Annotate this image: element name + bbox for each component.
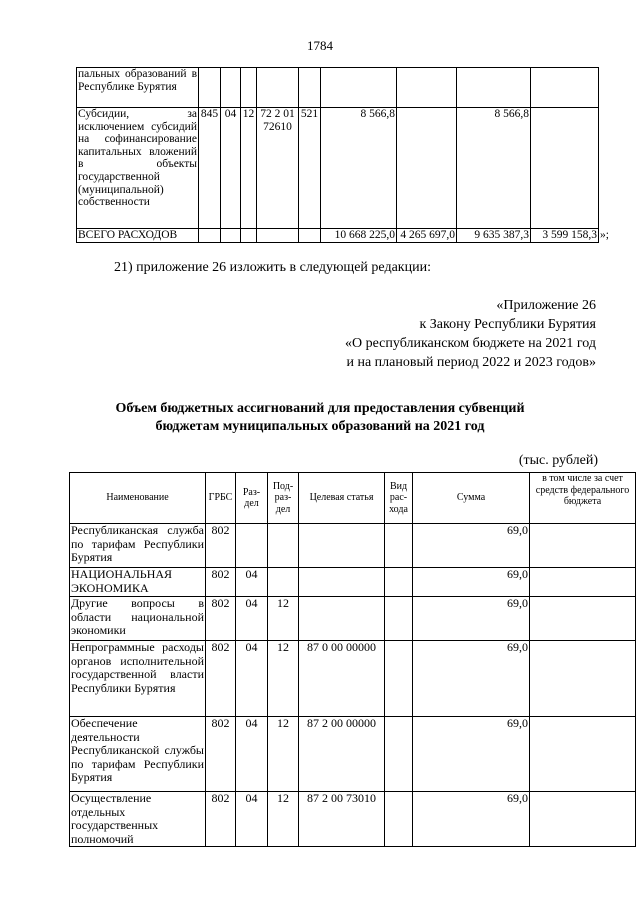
csr-cell: 87 2 00 73010 [299, 792, 385, 847]
sum-cell: 8 566,8 [321, 108, 397, 229]
razdel-cell: 04 [236, 568, 268, 597]
subventions-table [69, 472, 636, 847]
csr-cell [299, 568, 385, 597]
sum-cell: 69,0 [413, 792, 530, 847]
header-vr: Вид рас-хода [385, 473, 413, 524]
header-sum: Сумма [413, 473, 530, 524]
csr-cell: 87 0 00 00000 [299, 641, 385, 717]
sum-cell: 69,0 [413, 524, 530, 568]
total-sum-cell: 9 635 387,3 [457, 229, 531, 243]
page-number: 1784 [307, 38, 333, 53]
razdel-cell [236, 524, 268, 568]
vr-cell [385, 568, 413, 597]
total-label: ВСЕГО РАСХОДОВ [77, 229, 199, 243]
federal-cell [530, 597, 636, 641]
appendix-line: и на плановый период 2022 и 2023 годов» [346, 355, 596, 370]
units-label: (тыс. рублей) [518, 453, 598, 468]
title-line: Объем бюджетных ассигнований для предоставления субвенций [115, 401, 525, 416]
grbs-cell: 845 [199, 108, 221, 229]
table-row [77, 68, 619, 108]
amendment-item-21: 21) приложение 26 изложить в следующей редакции: [114, 260, 431, 275]
sum-cell: 69,0 [413, 641, 530, 717]
sum-cell [321, 68, 397, 108]
razdel-cell [221, 68, 241, 108]
csr-cell [257, 68, 299, 108]
federal-cell [530, 568, 636, 597]
podrazdel-cell [241, 229, 257, 243]
row-name: Другие вопросы в области национальной экономики [70, 597, 206, 641]
csr-cell: 87 2 00 00000 [299, 717, 385, 792]
vr-cell [385, 641, 413, 717]
sum-cell: 69,0 [413, 568, 530, 597]
vr-cell [385, 524, 413, 568]
total-row [77, 229, 619, 243]
total-sum-cell: 4 265 697,0 [397, 229, 457, 243]
podrazdel-cell: 12 [241, 108, 257, 229]
total-sum-cell: 10 668 225,0 [321, 229, 397, 243]
vr-cell [299, 229, 321, 243]
table-row [70, 597, 636, 641]
document-title [0, 400, 640, 436]
table-row [70, 792, 636, 847]
row-name: пальных образований в Республике Бурятия [77, 68, 199, 108]
row-name: Республиканская служба по тарифам Республики Бурятия [70, 524, 206, 568]
csr-cell [257, 229, 299, 243]
grbs-cell: 802 [206, 568, 236, 597]
sum-cell [531, 108, 599, 229]
header-csr: Целевая статья [299, 473, 385, 524]
podrazdel-cell: 12 [268, 792, 299, 847]
razdel-cell: 04 [236, 717, 268, 792]
header-name: Наименование [70, 473, 206, 524]
grbs-cell: 802 [206, 717, 236, 792]
sum-cell [457, 68, 531, 108]
vr-cell [385, 792, 413, 847]
vr-cell [385, 597, 413, 641]
appendix-line: «О республиканском бюджете на 2021 год [345, 336, 596, 351]
vr-cell [299, 68, 321, 108]
table-row [70, 524, 636, 568]
row-name: Осуществление отдельных государственных полномочий [70, 792, 206, 847]
table-header-row [70, 473, 636, 524]
blank-cell [599, 68, 619, 108]
table-row [70, 717, 636, 792]
podrazdel-cell [268, 568, 299, 597]
vr-cell: 521 [299, 108, 321, 229]
grbs-cell: 802 [206, 792, 236, 847]
podrazdel-cell [241, 68, 257, 108]
closing-quote: »; [600, 228, 609, 241]
razdel-cell: 04 [236, 597, 268, 641]
vr-cell [385, 717, 413, 792]
header-razdel: Раз-дел [236, 473, 268, 524]
grbs-cell: 802 [206, 597, 236, 641]
podrazdel-cell: 12 [268, 717, 299, 792]
header-podrazdel: Под-раз-дел [268, 473, 299, 524]
row-name: Субсидии, за исключением субсидий на софинансирование капитальных вложений в объекты государственной (муниципальной) собственности [77, 108, 199, 229]
expenses-table-continuation [76, 67, 619, 243]
sum-cell: 69,0 [413, 597, 530, 641]
appendix-header [345, 296, 596, 372]
podrazdel-cell: 12 [268, 597, 299, 641]
csr-cell [299, 597, 385, 641]
razdel-cell [221, 229, 241, 243]
appendix-line: к Закону Республики Бурятия [419, 317, 596, 332]
razdel-cell: 04 [236, 641, 268, 717]
sum-cell: 69,0 [413, 717, 530, 792]
blank-cell [599, 108, 619, 229]
federal-cell [530, 717, 636, 792]
sum-cell: 8 566,8 [457, 108, 531, 229]
table-row [70, 641, 636, 717]
title-line: бюджетам муниципальных образований на 2021 год [155, 419, 485, 434]
grbs-cell: 802 [206, 641, 236, 717]
grbs-cell: 802 [206, 524, 236, 568]
row-name: Непрограммные расходы органов исполнительной государственной власти Республики Бурятия [70, 641, 206, 717]
podrazdel-cell [268, 524, 299, 568]
table-row [70, 568, 636, 597]
row-name: НАЦИОНАЛЬНАЯ ЭКОНОМИКА [70, 568, 206, 597]
appendix-line: «Приложение 26 [496, 298, 596, 313]
federal-cell [530, 524, 636, 568]
csr-cell: 72 2 01 72610 [257, 108, 299, 229]
csr-cell [299, 524, 385, 568]
federal-cell [530, 641, 636, 717]
row-name: Обеспечение деятельности Республиканской службы по тарифам Республики Бурятия [70, 717, 206, 792]
header-federal: в том числе за счет средств федерального бюджета [530, 473, 636, 524]
podrazdel-cell: 12 [268, 641, 299, 717]
razdel-cell: 04 [236, 792, 268, 847]
razdel-cell: 04 [221, 108, 241, 229]
sum-cell [531, 68, 599, 108]
header-grbs: ГРБС [206, 473, 236, 524]
sum-cell [397, 108, 457, 229]
total-sum-cell: 3 599 158,3 [531, 229, 599, 243]
sum-cell [397, 68, 457, 108]
grbs-cell [199, 229, 221, 243]
table-row [77, 108, 619, 229]
federal-cell [530, 792, 636, 847]
grbs-cell [199, 68, 221, 108]
